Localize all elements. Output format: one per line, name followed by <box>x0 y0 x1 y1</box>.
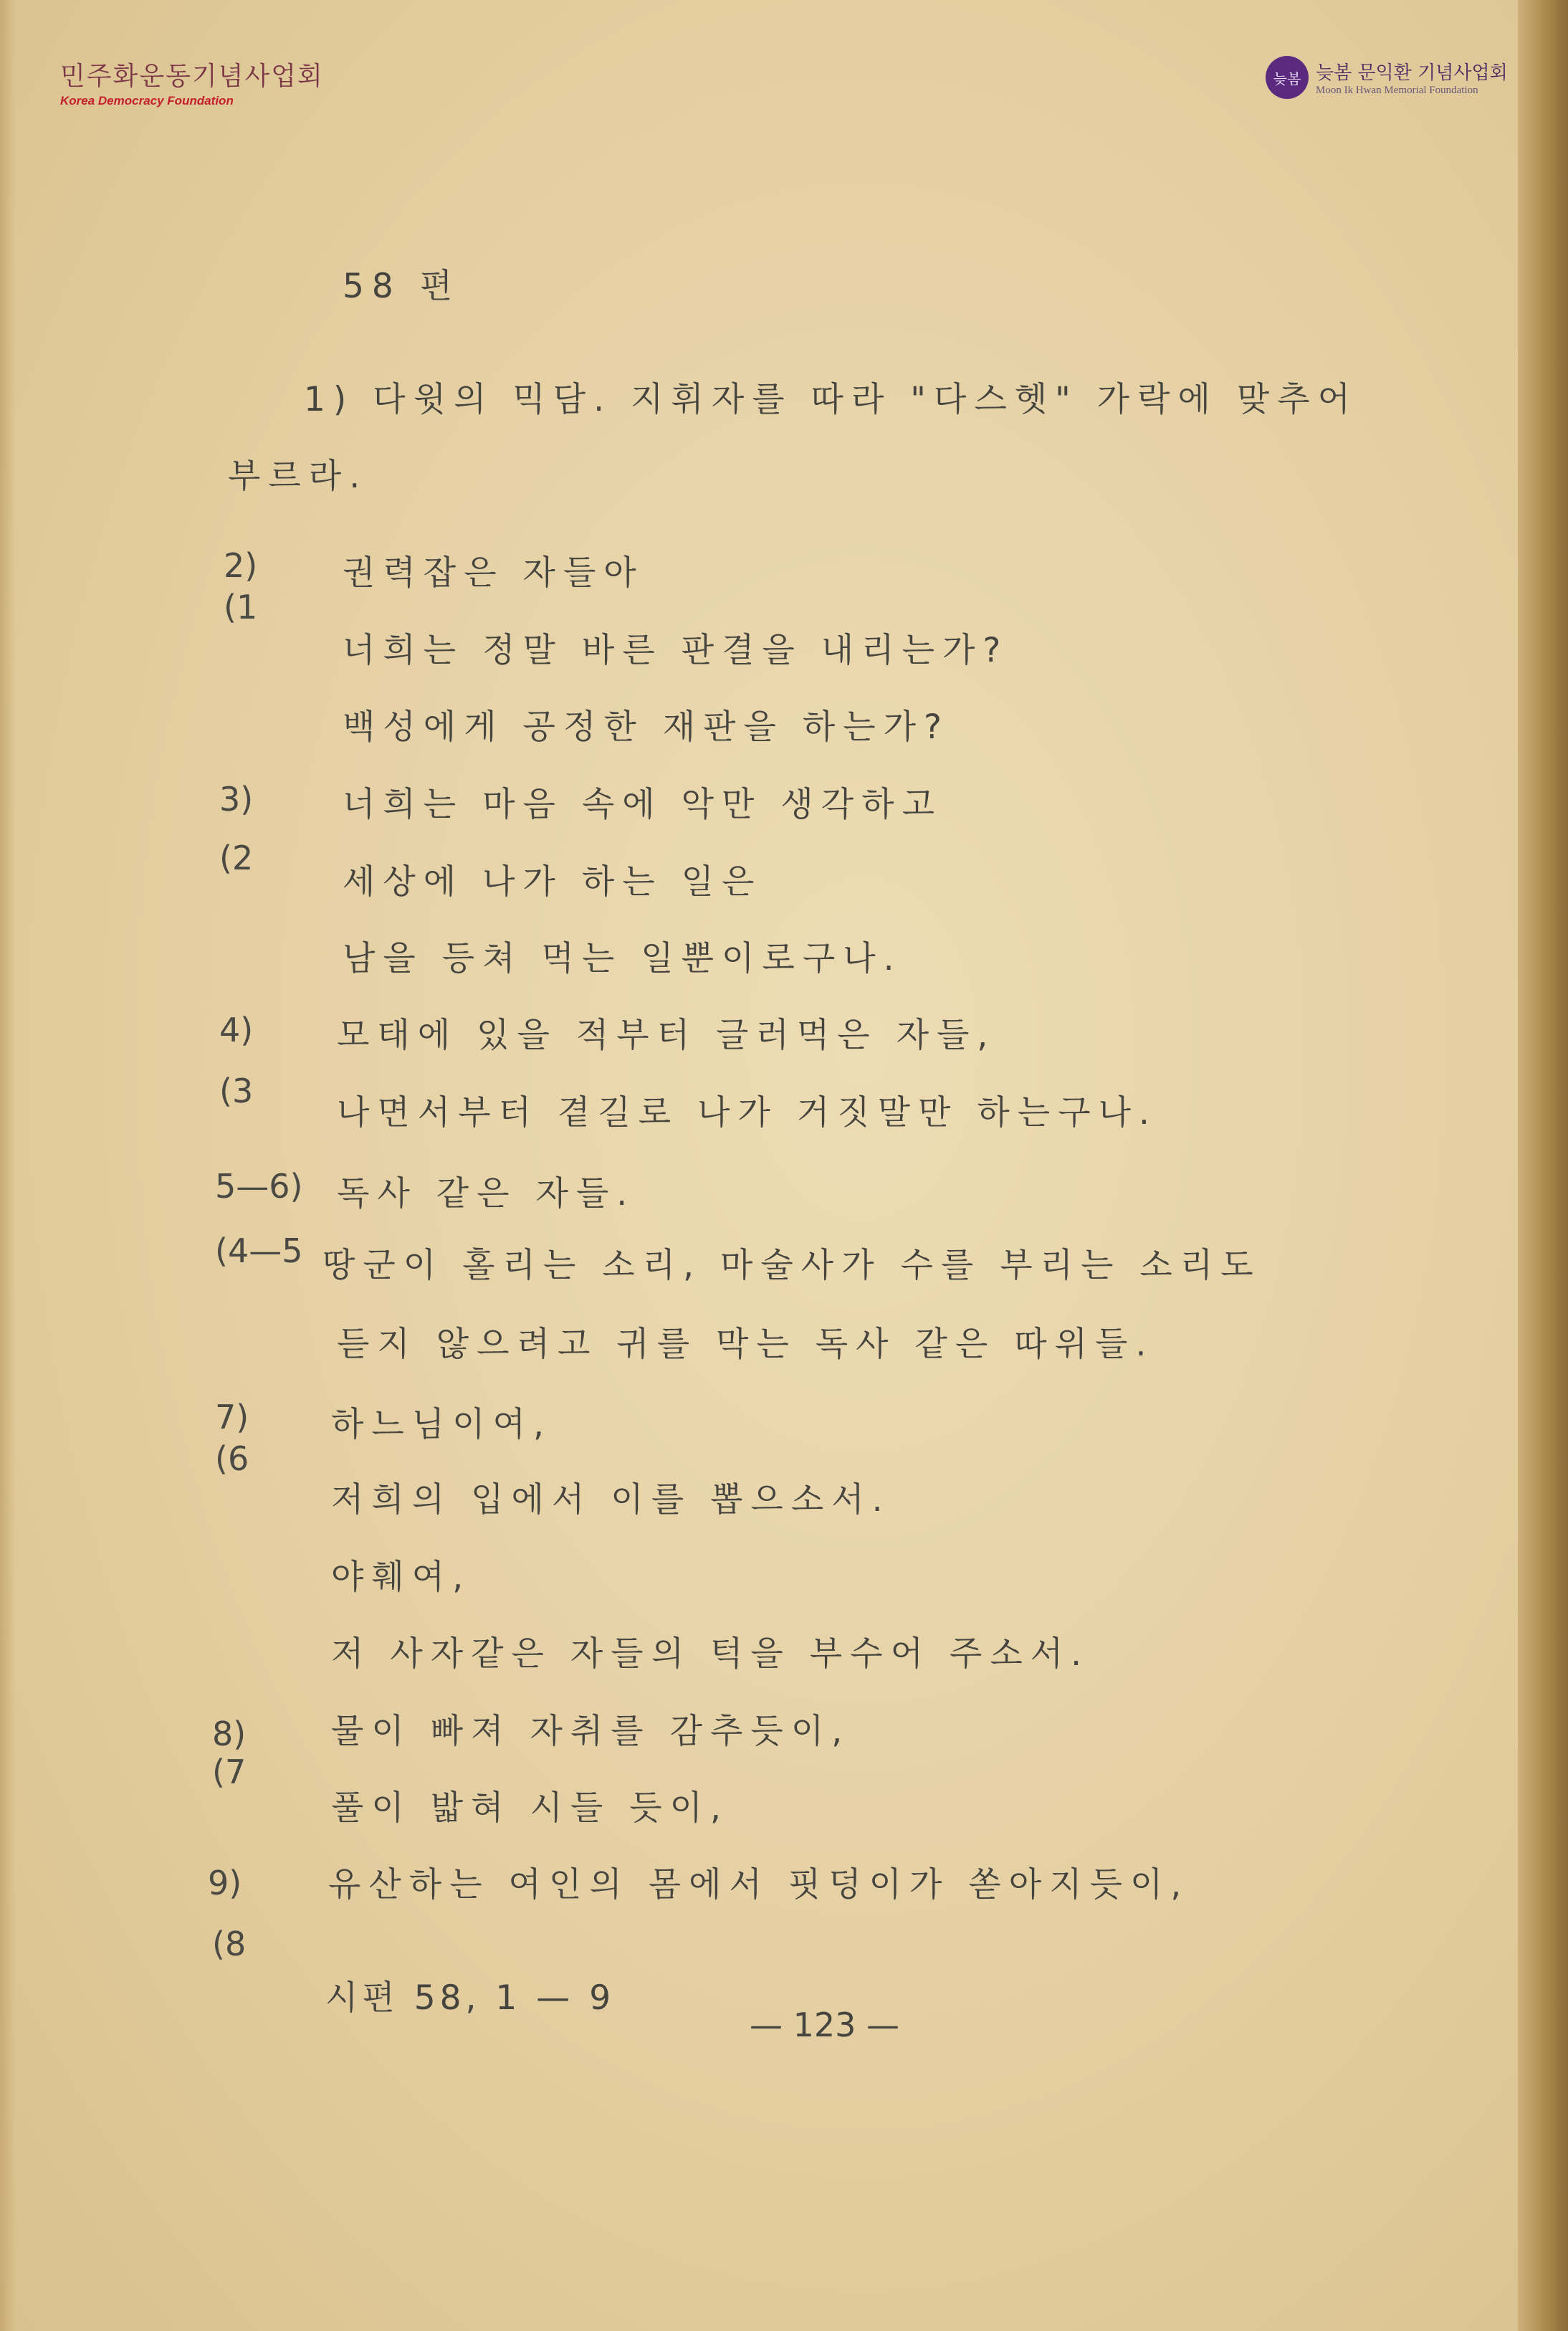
verse-number: 8) <box>212 1715 247 1753</box>
alt-verse-number: (6 <box>215 1439 249 1478</box>
verse-number: 3) <box>219 780 254 819</box>
alt-verse-number: (2 <box>219 839 254 877</box>
alt-verse-number: (8 <box>212 1925 247 1963</box>
psalm-line: 백성에게 공정한 재판을 하는가? <box>343 707 950 747</box>
verse-number: 9) <box>208 1864 242 1902</box>
page-left-edge <box>0 0 16 2331</box>
verse-number: 5—6) <box>215 1167 303 1206</box>
alt-verse-number: (3 <box>219 1072 254 1110</box>
psalm-line: 저 사자같은 자들의 턱을 부수어 주소서. <box>331 1634 1090 1674</box>
alt-verse-number: (4—5 <box>215 1231 303 1270</box>
alt-verse-number: (7 <box>212 1753 247 1791</box>
psalm-line: 유산하는 여인의 몸에서 핏덩이가 쏟아지듯이, <box>328 1865 1190 1905</box>
intro-line-2: 부르라. <box>228 457 368 496</box>
left-logo-korean: 민주화운동기념사업회 <box>60 62 324 91</box>
psalm-line: 듣지 않으려고 귀를 막는 독사 같은 따위들. <box>337 1325 1155 1364</box>
alt-verse-number: (1 <box>224 588 258 626</box>
intro-line-1: 1) 다윗의 믹담. 지휘자를 따라 "다스헷" 가락에 맞추어 <box>304 380 1359 419</box>
psalm-line: 저희의 입에서 이를 뽑으소서. <box>331 1480 891 1520</box>
psalm-line: 땅군이 홀리는 소리, 마술사가 수를 부리는 소리도 <box>322 1246 1261 1285</box>
psalm-line: 나면서부터 곁길로 나가 거짓말만 하는구나. <box>337 1093 1157 1133</box>
psalm-line: 권력잡은 자들아 <box>343 553 644 593</box>
right-logo-korean: 늦봄 문익환 기념사업회 <box>1316 62 1508 84</box>
psalm-line: 너희는 정말 바른 판결을 내리는가? <box>343 631 1009 670</box>
psalm-line: 하느님이여, <box>331 1405 552 1444</box>
chapter-title: 58 편 <box>343 267 461 306</box>
psalm-line: 물이 빠져 자취를 감추듯이, <box>331 1712 851 1751</box>
verse-number: 7) <box>215 1398 249 1436</box>
verse-number: 4) <box>219 1011 254 1049</box>
verse-number: 2) <box>224 546 258 585</box>
psalm-line: 풀이 밟혀 시들 듯이, <box>331 1788 729 1828</box>
psalm-line: 독사 같은 자들. <box>337 1174 636 1214</box>
moon-ik-hwan-foundation-logo <box>1266 56 1508 99</box>
psalm-line: 너희는 마음 속에 악만 생각하고 <box>343 785 942 824</box>
korea-democracy-foundation-logo <box>60 56 324 108</box>
psalm-line: 야훼여, <box>331 1558 472 1597</box>
psalm-line: 세상에 나가 하는 일은 <box>343 862 763 902</box>
psalm-line: 모태에 있을 적부터 글러먹은 자들, <box>337 1016 996 1055</box>
page-number: — 123 — <box>750 2006 900 2044</box>
book-spine <box>1518 0 1568 2331</box>
psalm-line: 남을 등쳐 먹는 일뿐이로구나. <box>343 939 902 978</box>
neutbom-seal-icon: 늦봄 <box>1266 56 1309 99</box>
scripture-citation: 시편 58, 1 — 9 <box>325 1978 616 2018</box>
left-logo-english: Korea Democracy Foundation <box>60 94 234 108</box>
right-logo-english: Moon Ik Hwan Memorial Foundation <box>1316 85 1478 96</box>
